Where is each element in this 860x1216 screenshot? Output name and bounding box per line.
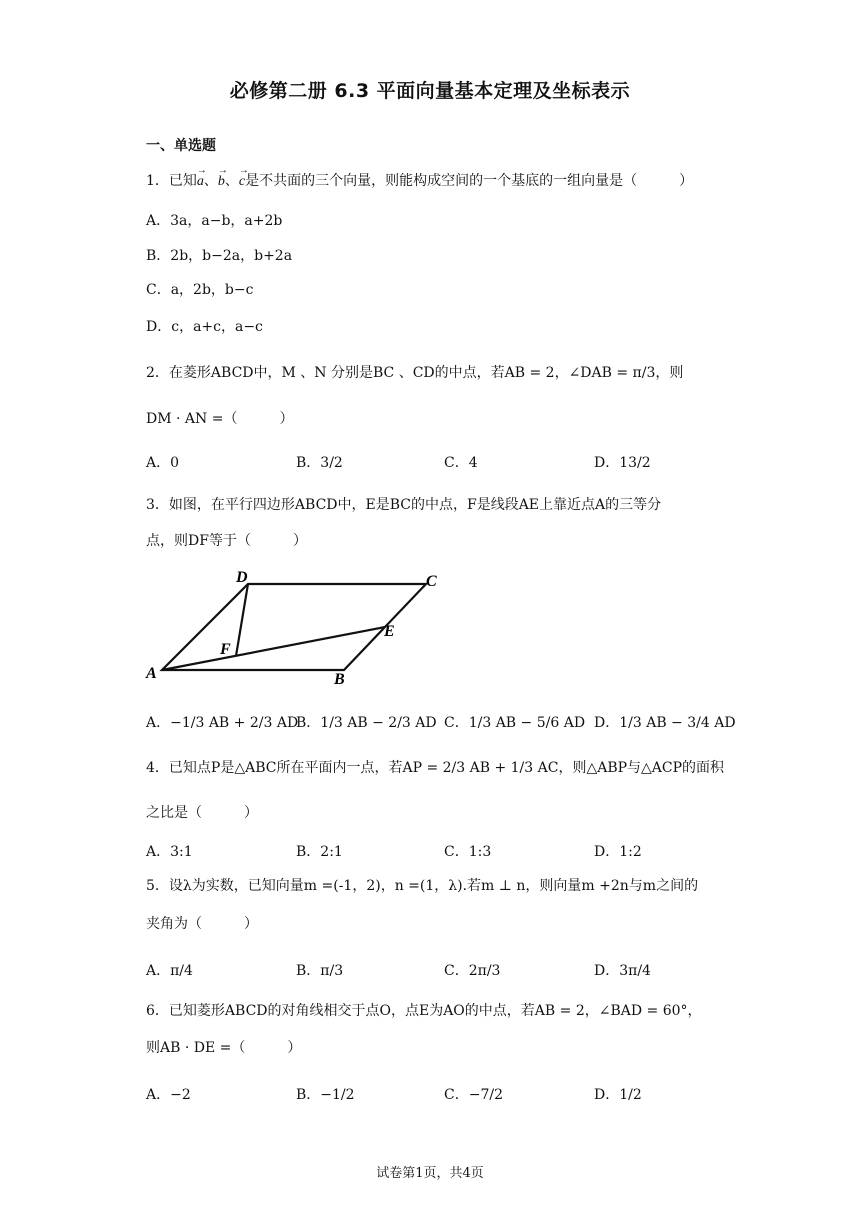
q5-option-a[interactable] bbox=[146, 960, 193, 980]
parallelogram-figure bbox=[140, 562, 460, 692]
q4-option-c[interactable] bbox=[444, 841, 491, 861]
q4-line2: 之比是（ ） bbox=[146, 805, 258, 821]
q4-option-d[interactable] bbox=[594, 841, 642, 861]
q5-option-b[interactable] bbox=[296, 960, 343, 980]
q6-line2: 则AB · DE =（ ） bbox=[146, 1040, 302, 1056]
q3-option-a-text: A．−1/3 AB + 2/3 AD bbox=[146, 715, 299, 731]
q1-stem: 1．已知 → a、 → b、 → c是不共面的三个向量，则能构成空间的一个基底的一组向量是（ ） bbox=[146, 165, 694, 189]
q3-option-b-text: B．1/3 AB − 2/3 AD bbox=[296, 715, 437, 731]
q4-option-a-text: A．3:1 bbox=[146, 844, 193, 860]
q2-option-b[interactable] bbox=[296, 452, 343, 472]
q2-option-a[interactable] bbox=[146, 452, 179, 472]
q3-option-d-text: D．1/3 AB − 3/4 AD bbox=[594, 715, 736, 731]
section-heading: 一、单选题 bbox=[146, 138, 216, 154]
q3-option-c-text: C．1/3 AB − 5/6 AD bbox=[444, 715, 586, 731]
q3-line1: 3．如图，在平行四边形ABCD中，E是BC的中点，F是线段AE上靠近点A的三等分 bbox=[146, 497, 662, 513]
q3-option-a[interactable] bbox=[146, 712, 298, 732]
q6-option-d-text: D．1/2 bbox=[594, 1087, 642, 1103]
q3-option-d[interactable] bbox=[594, 712, 736, 732]
q4-line1: 4．已知点P是△ABC所在平面内一点，若AP = 2/3 AB + 1/3 AC，则△ABP与△ACP的面积 bbox=[146, 760, 725, 776]
q1-option-c[interactable] bbox=[146, 279, 253, 299]
q1-option-b-text: B．2b，b−2a，b+2a bbox=[146, 248, 293, 264]
q5-option-d-text: D．3π/4 bbox=[594, 963, 651, 979]
q5-line2: 夹角为（ ） bbox=[146, 916, 258, 932]
page-title: 必修第二册 6.3 平面向量基本定理及坐标表示 bbox=[229, 80, 631, 102]
q2-option-d-text: D．13/2 bbox=[594, 455, 651, 471]
q1-option-a-text: A．3a，a−b，a+2b bbox=[146, 213, 283, 229]
label-b: B bbox=[334, 671, 345, 688]
label-d: D bbox=[236, 569, 248, 586]
q2-line1: 2．在菱形ABCD中，M 、N 分别是BC 、CD的中点，若AB = 2，∠DAB = π/3，则 bbox=[146, 365, 684, 381]
q1-option-c-text: C．a，2b，b−c bbox=[146, 282, 254, 298]
page-footer: 试卷第1页，共4页 bbox=[376, 1166, 484, 1181]
q3-option-c[interactable] bbox=[444, 712, 585, 732]
q4-option-b[interactable] bbox=[296, 841, 343, 861]
q1-stem-prefix: 1．已知 bbox=[146, 173, 197, 189]
q3-option-b[interactable] bbox=[296, 712, 437, 732]
q1-option-d-text: D．c，a+c，a−c bbox=[146, 319, 263, 335]
q2-option-a-text: A．0 bbox=[146, 455, 180, 471]
q6-option-c[interactable] bbox=[444, 1084, 503, 1104]
q2-line2: DM · AN =（ ） bbox=[146, 411, 294, 427]
q1-option-a[interactable] bbox=[146, 210, 282, 230]
q6-option-b[interactable] bbox=[296, 1084, 355, 1104]
vec-b: → b bbox=[217, 165, 228, 189]
q2-option-b-text: B．3/2 bbox=[296, 455, 343, 471]
label-f: F bbox=[220, 641, 231, 658]
q4-option-d-text: D．1:2 bbox=[594, 844, 642, 860]
label-a: A bbox=[146, 665, 157, 682]
q5-option-c[interactable] bbox=[444, 960, 500, 980]
vec-a: → a bbox=[196, 165, 207, 189]
q4-option-c-text: C．1:3 bbox=[444, 844, 492, 860]
q6-option-a-text: A．−2 bbox=[146, 1087, 191, 1103]
label-c: C bbox=[426, 573, 437, 590]
q6-option-d[interactable] bbox=[594, 1084, 642, 1104]
q1-option-d[interactable] bbox=[146, 316, 263, 336]
q2-option-c[interactable] bbox=[444, 452, 478, 472]
q5-option-b-text: B．π/3 bbox=[296, 963, 344, 979]
q4-option-a[interactable] bbox=[146, 841, 193, 861]
q6-option-c-text: C．−7/2 bbox=[444, 1087, 503, 1103]
q1-stem-suffix: 是不共面的三个向量，则能构成空间的一个基底的一组向量是（ ） bbox=[245, 173, 694, 189]
q5-option-c-text: C．2π/3 bbox=[444, 963, 501, 979]
q1-option-b[interactable] bbox=[146, 245, 292, 265]
label-e: E bbox=[384, 623, 395, 640]
q5-option-a-text: A．π/4 bbox=[146, 963, 193, 979]
q2-option-d[interactable] bbox=[594, 452, 651, 472]
vec-c: → c bbox=[238, 165, 249, 189]
q5-line1: 5．设λ为实数，已知向量m =(-1，2)，n =(1，λ).若m ⊥ n，则向量m +2n与m之间的 bbox=[146, 878, 699, 894]
q2-option-c-text: C．4 bbox=[444, 455, 478, 471]
q6-option-a[interactable] bbox=[146, 1084, 191, 1104]
q5-option-d[interactable] bbox=[594, 960, 651, 980]
q3-line2: 点，则DF等于（ ） bbox=[146, 533, 307, 549]
q6-option-b-text: B．−1/2 bbox=[296, 1087, 355, 1103]
q4-option-b-text: B．2:1 bbox=[296, 844, 343, 860]
q6-line1: 6．已知菱形ABCD的对角线相交于点O，点E为AO的中点，若AB = 2，∠BAD = 60°， bbox=[146, 1003, 702, 1019]
